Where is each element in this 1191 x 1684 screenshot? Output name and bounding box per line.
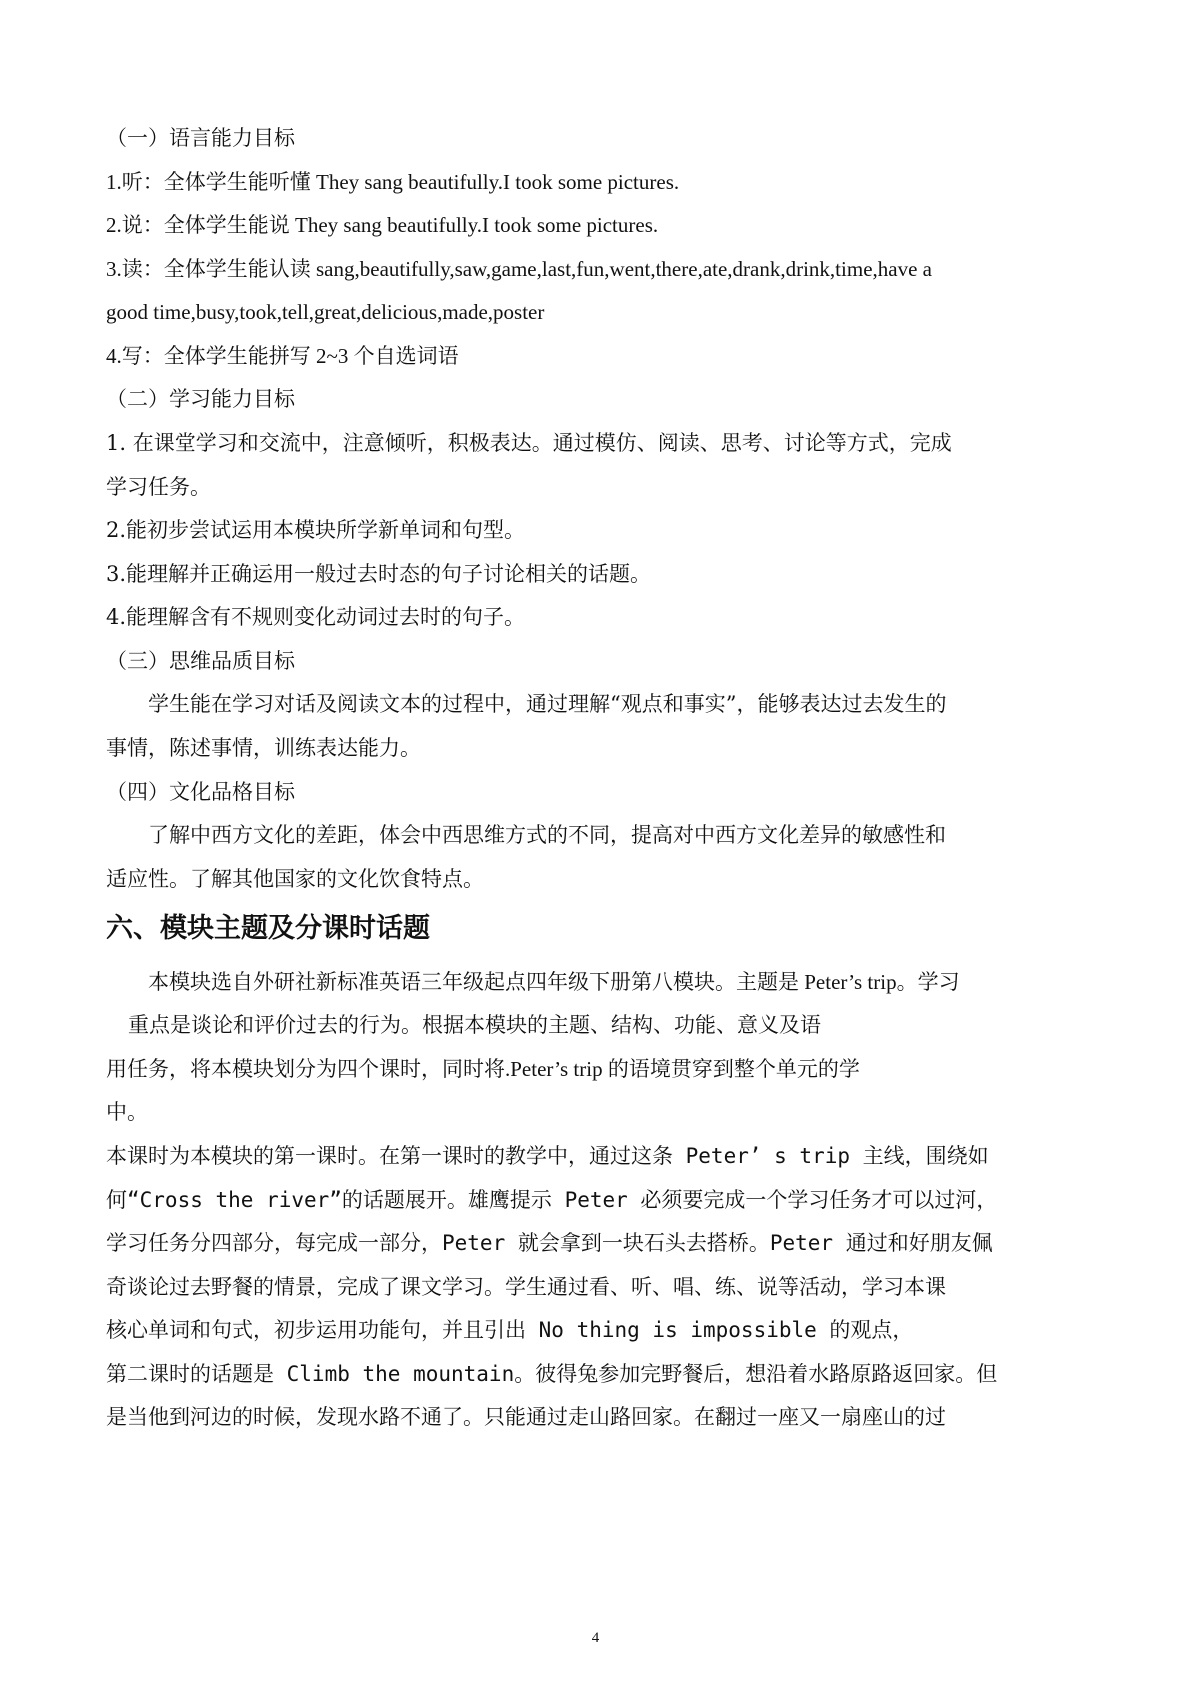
goal-speak: 2.说：全体学生能说 They sang beautifully.I took some pictures. <box>106 213 659 237</box>
lesson1-paragraph-line3: 学习任务分四部分，每完成一部分，Peter 就会拿到一块石头去搭桥。Peter 通过和好朋友佩 <box>106 1231 993 1255</box>
subsection-title-thinking: （三）思维品质目标 <box>106 649 295 673</box>
intro-paragraph-line3: 用任务，将本模块划分为四个课时，同时将.Peter’s trip 的语境贯穿到整个单元的学 <box>106 1057 860 1081</box>
intro-paragraph-line2: 重点是谈论和评价过去的行为。根据本模块的主题、结构、功能、意义及语 <box>128 1013 821 1037</box>
lesson1-paragraph-line4: 奇谈论过去野餐的情景，完成了课文学习。学生通过看、听、唱、练、说等活动，学习本课 <box>106 1275 946 1299</box>
learning-goal-4: 4.能理解含有不规则变化动词过去时的句子。 <box>106 605 526 629</box>
thinking-paragraph-line2: 事情，陈述事情，训练表达能力。 <box>106 736 421 760</box>
subsection-title-culture: （四）文化品格目标 <box>106 780 295 804</box>
learning-goal-1-line1: 1. 在课堂学习和交流中，注意倾听，积极表达。通过模仿、阅读、思考、讨论等方式，完成 <box>106 431 952 455</box>
lesson1-paragraph-line5: 核心单词和句式，初步运用功能句，并且引出 No thing is impossible 的观点， <box>106 1318 914 1342</box>
goal-listen: 1.听：全体学生能听懂 They sang beautifully.I took some pictures. <box>106 170 680 194</box>
goal-read-line2: good time,busy,took,tell,great,delicious,made,poster <box>106 300 545 324</box>
learning-goal-3: 3.能理解并正确运用一般过去时态的句子讨论相关的话题。 <box>106 562 652 586</box>
lesson1-paragraph-line2: 何“Cross the river”的话题展开。雄鹰提示 Peter 必须要完成一个学习任务才可以过河， <box>106 1188 998 1212</box>
subsection-title-learning: （二）学习能力目标 <box>106 387 295 411</box>
lesson1-paragraph-line1: 本课时为本模块的第一课时。在第一课时的教学中，通过这条 Peter’ s trip 主线，围绕如 <box>106 1144 989 1168</box>
lesson2-paragraph-line1: 第二课时的话题是 Climb the mountain。彼得兔参加完野餐后，想沿着水路原路返回家。但 <box>106 1362 998 1386</box>
subsection-title-language: （一）语言能力目标 <box>106 126 295 150</box>
intro-paragraph-line4: 中。 <box>106 1100 148 1124</box>
lesson2-paragraph-line2: 是当他到河边的时候，发现水路不通了。只能通过走山路回家。在翻过一座又一扇座山的过 <box>106 1405 946 1429</box>
goal-write: 4.写：全体学生能拼写 2~3 个自选词语 <box>106 344 459 368</box>
page-number: 4 <box>591 1630 600 1646</box>
intro-paragraph-line1: 本模块选自外研社新标准英语三年级起点四年级下册第八模块。主题是 Peter’s trip。学习 <box>148 970 960 994</box>
culture-paragraph-line1: 了解中西方文化的差距，体会中西思维方式的不同，提高对中西方文化差异的敏感性和 <box>148 823 946 847</box>
learning-goal-2: 2.能初步尝试运用本模块所学新单词和句型。 <box>106 518 526 542</box>
goal-read-line1: 3.读：全体学生能认读 sang,beautifully,saw,game,last,fun,went,there,ate,drank,drink,time,have a <box>106 257 932 281</box>
culture-paragraph-line2: 适应性。了解其他国家的文化饮食特点。 <box>106 867 484 891</box>
thinking-paragraph-line1: 学生能在学习对话及阅读文本的过程中，通过理解“观点和事实”，能够表达过去发生的 <box>148 692 947 716</box>
section-heading-six: 六、模块主题及分课时话题 <box>106 913 430 944</box>
learning-goal-1-line2: 学习任务。 <box>106 475 211 499</box>
